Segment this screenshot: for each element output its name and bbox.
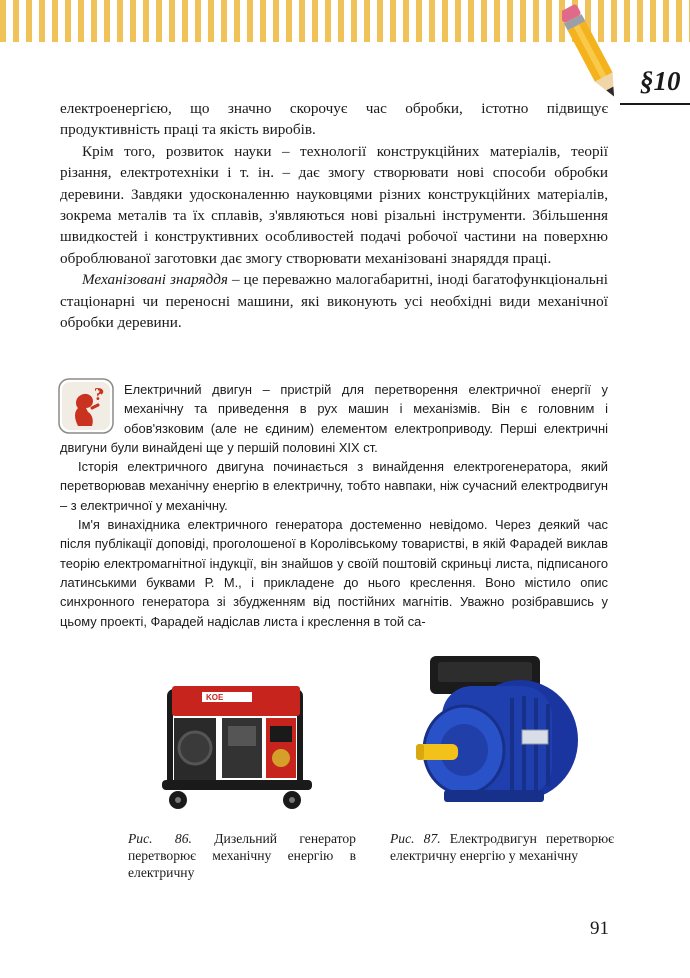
info-paragraph: Ім'я винахідника електричного генератора достеменно невідомо. Через деякий час після публікації доповіді, проголошеної в Королівському товаристві, в якій Фарадей виклав теорію електромагнітної індукції, він знайшов у своїй поштовій скриньці листа, підписаного латинськими буквами Р. М., і прикладене до нього креслення. Воно містило опис синхронного генератора зі збудженням від постійних магнітів. Уважно розібравшись у цьому проекті, Фарадей надіслав листа і креслення в той са- <box>60 517 608 629</box>
figure-87-caption <box>390 830 614 864</box>
info-paragraph: Історія електричного двигуна починається з винайдення електрогенератора, який перетворював механічну енергію в електричну, тобто навпаки, ніж сучасний електродвигун – з електричної у механічну. <box>60 459 608 513</box>
section-label: §10 <box>640 66 681 96</box>
body-paragraph: Крім того, розвиток науки – технології конструкційних матеріалів, теорії різання, електротехніки і т. ін. – дає змогу створювати нові способи обробки деревини. Завдяки удосконаленню науковцями різних конструкційних матеріалів, зокрема металів та їх сплавів, з'являються нові різальні інструменти. Збільшення швидкостей і конструктивних особливостей подачі робочої частини на поверхню оброблюваної заготовки дає змогу створювати механізовані знаряддя праці. <box>60 142 608 267</box>
mechanized-term: Механізовані знаряддя <box>82 271 228 289</box>
page-number: 91 <box>590 918 609 939</box>
mechanized-paragraph <box>60 269 608 333</box>
pencil-icon <box>562 0 622 110</box>
generator-brand-label: KOE <box>206 693 224 702</box>
section-rule <box>620 103 690 105</box>
figure-87-text: Електродвигун перетворює електричну енергію у механічну <box>390 831 614 863</box>
figure-86-label: Рис. 86. <box>128 831 192 846</box>
electric-motor-image <box>412 652 592 817</box>
svg-text:?: ? <box>94 384 103 404</box>
diesel-generator-image <box>150 668 330 818</box>
figure-86-text: Дизельний генератор перетворює механічну енергію в електричну <box>128 831 356 880</box>
info-paragraph: Електричний двигун – пристрій для перетворення електричної енергії у механічну та приведення в рух машин і механізмів. Він є головним і обов'язковим (але не єдиним) елементом електроприводу. Перші електричні двигуни були винайдені ще у першій половині XIX ст. <box>60 382 608 455</box>
info-block <box>60 380 608 631</box>
figure-86-caption <box>128 830 356 881</box>
main-text <box>60 98 608 333</box>
thinker-icon <box>58 378 114 434</box>
figure-87-label: Рис. 87. <box>390 831 441 846</box>
mechanized-definition: – це переважно малогабаритні, іноді багатофункціональні стаціонарні чи переносні машини, які виконують усі необхідні види механічної обробки деревини. <box>60 271 608 332</box>
body-paragraph: електроенергією, що значно скорочує час обробки, істотно підвищує продуктивність праці та якість виробів. <box>60 100 608 139</box>
